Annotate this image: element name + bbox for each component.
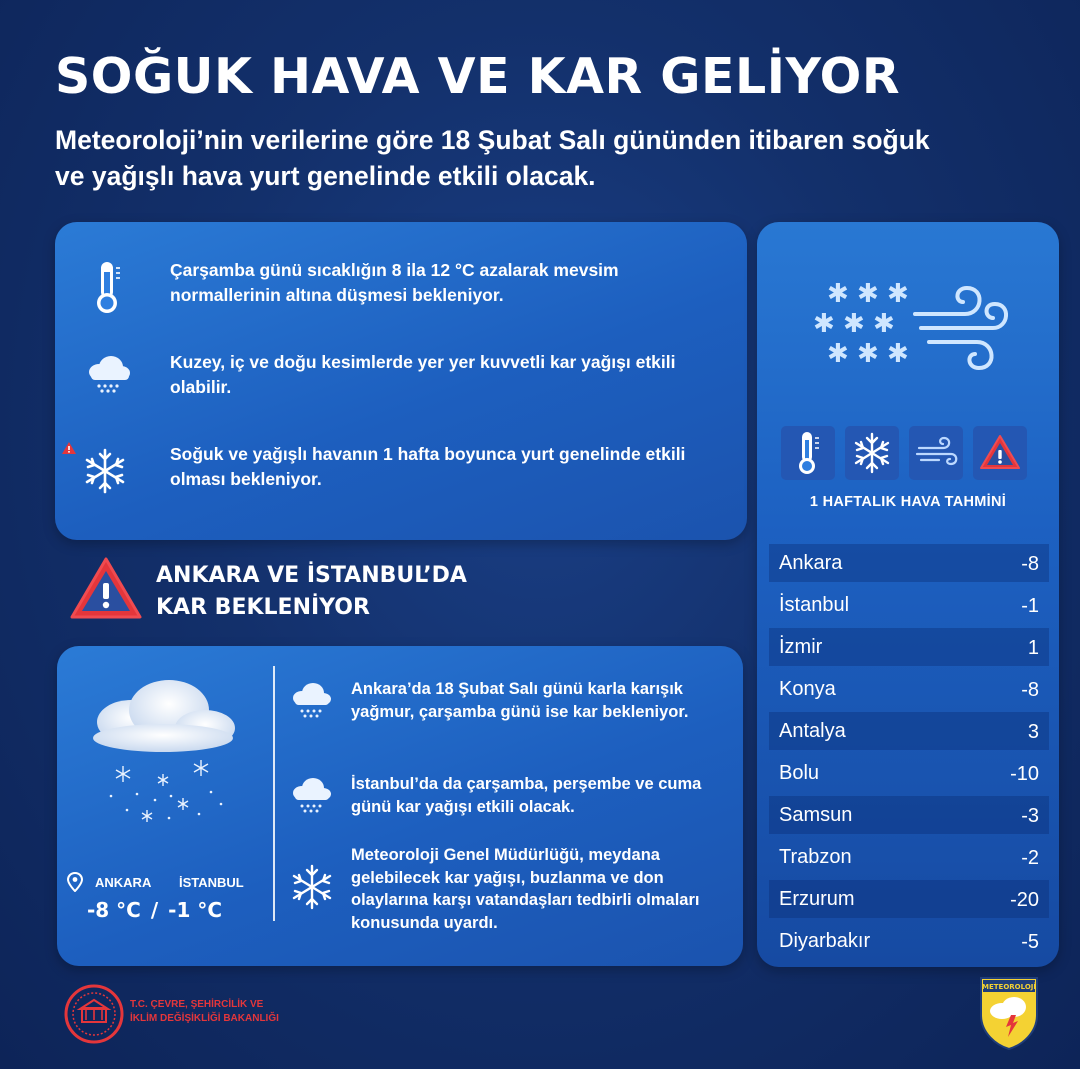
forecast-value: -10 [1010,763,1039,785]
forecast-heading: 1 HAFTALIK HAVA TAHMİNİ [809,494,1007,510]
forecast-row [769,628,1049,666]
forecast-row [769,712,1049,750]
warning-title-line2: KAR BEKLENİYOR [156,595,370,620]
svg-text:✱: ✱ [857,279,879,309]
thermometer-icon [81,258,137,318]
temp-ankara: -8 °C [87,898,141,922]
forecast-city: Diyarbakır [779,930,871,952]
svg-text:✱: ✱ [813,309,835,339]
snow-wind-icon [805,274,1015,384]
ministry-name-line2: İKLİM DEĞİŞİKLİĞİ BAKANLIĞI [130,1013,279,1024]
forecast-value: -8 [1021,679,1039,701]
snowflake-icon [845,426,899,480]
svg-text:✱: ✱ [843,309,865,339]
detail-text-ankara: Ankara’da 18 Şubat Salı günü karla karışık yağmur, çarşamba günü ise kar bekleniyor. [351,680,689,721]
info-item-temperature [55,258,747,318]
forecast-value: -2 [1021,847,1039,869]
forecast-city: Trabzon [779,846,852,868]
info-text-temperature: Çarşamba günü sıcaklığın 8 ila 12 °C azalarak mevsim normallerinin altına düşmesi bekleniyor. [170,260,619,305]
detail-text-istanbul: İstanbul’da da çarşamba, perşembe ve cuma günü kar yağışı etkili olacak. [351,775,702,816]
svg-text:✱: ✱ [857,339,879,369]
warning-title-line1: ANKARA VE İSTANBUL’DA [156,563,467,588]
temp-istanbul: -1 °C [168,898,223,922]
forecast-row [769,838,1049,876]
snowflake-icon [61,442,137,502]
temp-separator: / [150,898,159,922]
forecast-value: -1 [1021,595,1039,617]
wind-icon [909,426,963,480]
svg-text:✱: ✱ [827,339,849,369]
ministry-name-line1: T.C. ÇEVRE, ŞEHİRCİLİK VE [130,999,264,1010]
city-label-ankara: ANKARA [95,875,152,890]
forecast-city: Samsun [779,804,853,826]
svg-text:✱: ✱ [887,339,909,369]
svg-text:✱: ✱ [873,309,895,339]
forecast-city: Antalya [779,720,846,742]
ministry-logo [64,982,384,1046]
forecast-value: 1 [1027,637,1039,659]
snow-cloud-icon [287,773,337,823]
page-title: SOĞUK HAVA VE KAR GELİYOR [55,48,901,105]
forecast-value: -20 [1010,889,1039,911]
svg-text:✱: ✱ [827,279,849,309]
info-item-snow [55,350,747,410]
meteoroloji-logo [978,975,1040,1051]
warning-icon [68,555,144,621]
forecast-city: İstanbul [779,594,850,616]
thermometer-icon [781,426,835,480]
city-labels [65,870,255,894]
forecast-icons [781,426,1031,480]
forecast-row [769,586,1049,624]
city-detail-panel [57,646,743,966]
warning-title [156,560,467,624]
forecast-city: Erzurum [779,888,855,910]
warning-icon [973,426,1027,480]
forecast-row [769,796,1049,834]
vertical-divider [273,666,275,921]
ministry-emblem-icon [64,982,124,1046]
info-panel [55,222,747,540]
forecast-row [769,922,1049,960]
forecast-row [769,754,1049,792]
info-text-snow: Kuzey, iç ve doğu kesimlerde yer yer kuvvetli kar yağışı etkili olabilir. [170,352,676,397]
info-text-week: Soğuk ve yağışlı havanın 1 hafta boyunca yurt genelinde etkili olması bekleniyor. [170,444,686,489]
snow-cloud-icon [81,350,137,410]
forecast-row [769,670,1049,708]
snow-cloud-illustration [71,676,251,836]
city-label-istanbul: İSTANBUL [179,875,244,890]
forecast-row [769,544,1049,582]
forecast-city: Ankara [779,552,843,574]
city-temperatures [87,898,257,922]
forecast-city: Konya [779,678,836,700]
forecast-city: İzmir [779,636,823,658]
snowflake-icon [287,862,337,912]
forecast-value: -5 [1021,931,1039,953]
forecast-city: Bolu [779,762,820,784]
snow-cloud-icon [287,678,337,728]
forecast-value: 3 [1027,721,1039,743]
svg-text:✱: ✱ [887,279,909,309]
info-item-week [55,442,747,502]
detail-text-warning: Meteoroloji Genel Müdürlüğü, meydana gelebilecek kar yağışı, buzlanma ve don olaylarına karşı vatandaşları tedbirli olmaları konusunda uyardı. [351,846,700,932]
forecast-row [769,880,1049,918]
page-subtitle: Meteoroloji’nin verilerine göre 18 Şubat Salı gününden itibaren soğuk ve yağışlı hava yurt genelinde etkili olacak. [55,125,930,191]
forecast-panel [757,222,1059,967]
location-pin-icon [67,872,83,892]
forecast-value: -8 [1021,553,1039,575]
meteo-logo-text: METEOROLOJİ [982,983,1036,991]
ministry-name [130,998,279,1026]
forecast-value: -3 [1021,805,1039,827]
